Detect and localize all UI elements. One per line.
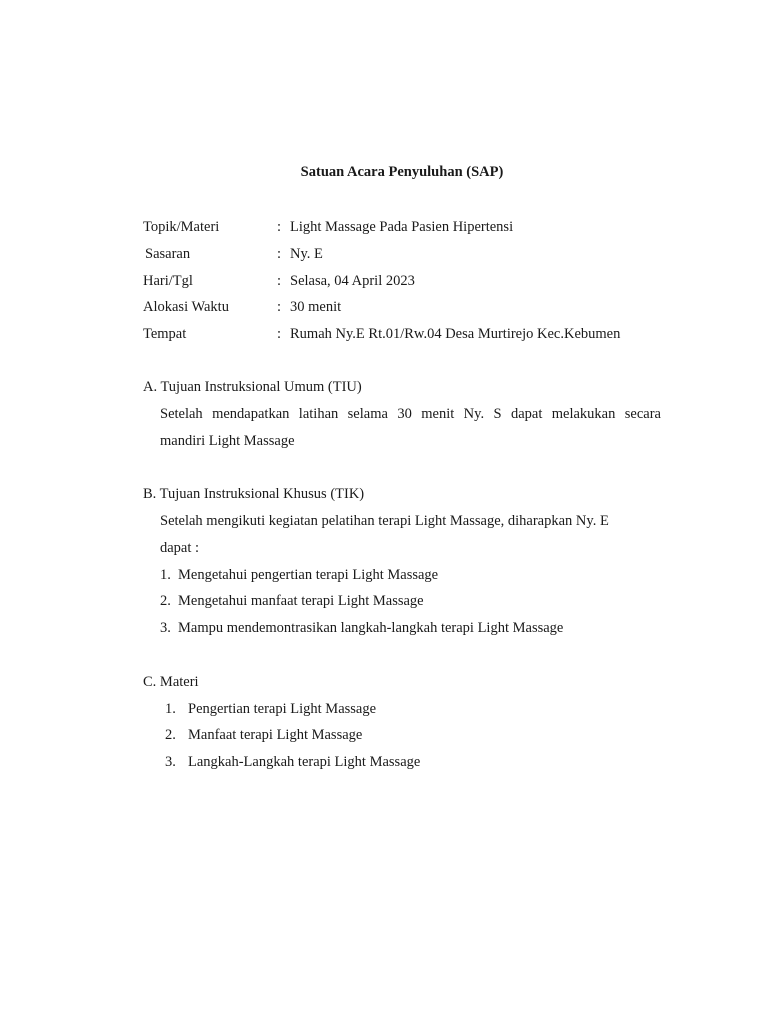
- list-text: Pengertian terapi Light Massage: [188, 701, 377, 717]
- info-colon: :: [277, 273, 282, 289]
- section-b-paragraph-line: dapat :: [160, 540, 200, 556]
- section-b-paragraph-line: Setelah mengikuti kegiatan pelatihan terapi Light Massage, diharapkan Ny. E: [160, 513, 609, 529]
- section-a-paragraph-line: Setelah mendapatkan latihan selama 30 menit Ny. S dapat melakukan secara: [160, 406, 661, 422]
- document-title: Satuan Acara Penyuluhan (SAP): [300, 164, 504, 180]
- list-number: 3.: [165, 754, 176, 770]
- list-text: Mengetahui manfaat terapi Light Massage: [178, 593, 424, 609]
- list-text: Manfaat terapi Light Massage: [188, 727, 363, 743]
- section-a-paragraph-line: mandiri Light Massage: [160, 433, 295, 449]
- info-value: Light Massage Pada Pasien Hipertensi: [290, 219, 514, 235]
- list-number: 3.: [160, 620, 171, 636]
- info-colon: :: [277, 246, 282, 262]
- info-label: Alokasi Waktu: [143, 299, 229, 315]
- list-text: Mampu mendemontrasikan langkah-langkah terapi Light Massage: [178, 620, 564, 636]
- info-label: Hari/Tgl: [143, 273, 193, 289]
- list-text: Langkah-Langkah terapi Light Massage: [188, 754, 421, 770]
- list-text: Mengetahui pengertian terapi Light Massage: [178, 567, 439, 583]
- list-number: 1.: [160, 567, 171, 583]
- info-value: 30 menit: [290, 299, 342, 315]
- info-colon: :: [277, 299, 282, 315]
- info-label: Topik/Materi: [143, 219, 220, 235]
- info-label: Tempat: [143, 326, 187, 342]
- info-value: Ny. E: [290, 246, 323, 262]
- info-value: Selasa, 04 April 2023: [290, 273, 415, 289]
- info-value: Rumah Ny.E Rt.01/Rw.04 Desa Murtirejo Kec.Kebumen: [290, 326, 621, 342]
- section-b-heading: B. Tujuan Instruksional Khusus (TIK): [143, 486, 365, 502]
- info-colon: :: [277, 219, 282, 235]
- section-c-heading: C. Materi: [143, 674, 199, 690]
- list-number: 1.: [165, 701, 176, 717]
- list-number: 2.: [160, 593, 171, 609]
- info-label: Sasaran: [145, 246, 191, 262]
- info-colon: :: [277, 326, 282, 342]
- list-number: 2.: [165, 727, 176, 743]
- section-a-heading: A. Tujuan Instruksional Umum (TIU): [143, 379, 362, 395]
